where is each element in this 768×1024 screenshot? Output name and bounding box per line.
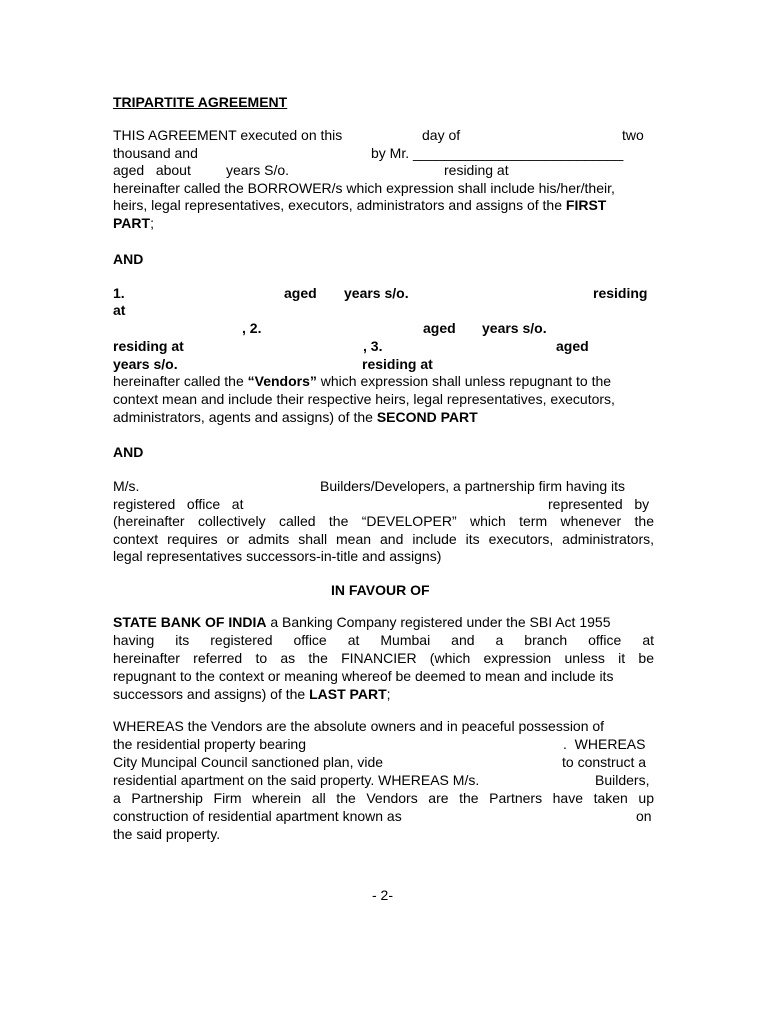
and-separator: AND <box>113 251 144 267</box>
vendor-field-label: at <box>113 302 126 318</box>
intro-text: hereinafter called the BORROWER/s which expression shall include his/her/their, <box>113 180 615 196</box>
financier-text: successors and assigns) of the <box>113 686 310 702</box>
whereas-text: . WHEREAS <box>563 736 646 752</box>
financier-text: a Banking Company registered under the SBI Act 1955 <box>266 614 611 630</box>
developer-text: legal representatives successors-in-title and assigns) <box>113 548 442 564</box>
financier-text: having its registered office at Mumbai and a branch office at <box>113 632 654 648</box>
party-part-label: PART <box>113 215 151 231</box>
bank-name: STATE BANK OF INDIA <box>113 614 267 630</box>
vendor-field-label: residing at <box>362 356 433 372</box>
vendors-term: “Vendors” <box>247 373 317 389</box>
vendor-field-label: residing <box>593 285 648 301</box>
vendor-field-label: aged <box>284 285 317 301</box>
and-separator: AND <box>113 444 144 460</box>
whereas-text: to construct a <box>562 754 647 770</box>
whereas-text: on <box>636 808 652 824</box>
whereas-text: City Muncipal Council sanctioned plan, vide <box>113 754 384 770</box>
intro-text: residing at <box>444 162 509 178</box>
financier-text: repugnant to the context or meaning whereof be deemed to mean and include its <box>113 668 614 684</box>
vendors-text: hereinafter called the <box>113 373 248 389</box>
party-first-label: FIRST <box>565 197 607 213</box>
intro-text: day of <box>422 127 461 143</box>
vendor-field-label: years s/o. <box>482 320 547 336</box>
vendors-text: which expression shall unless repugnant to the <box>316 373 612 389</box>
intro-text: thousand and <box>113 145 198 161</box>
developer-text: represented by <box>548 496 650 512</box>
in-favour-heading: IN FAVOUR OF <box>331 582 430 598</box>
vendor-field-label: years s/o. <box>113 356 178 372</box>
intro-text: THIS AGREEMENT executed on this <box>113 127 343 143</box>
whereas-text: a Partnership Firm wherein all the Vendors are the Partners have taken up <box>113 790 654 806</box>
vendors-text: context mean and include their respective heirs, legal representatives, executors, <box>113 391 615 407</box>
intro-text: two <box>622 127 644 143</box>
intro-text: by Mr. ___________________________ <box>371 145 624 161</box>
financier-line <box>113 686 654 703</box>
financier-text: ; <box>386 686 391 702</box>
vendor-field-label: 1. <box>113 285 125 301</box>
whereas-text: the residential property bearing <box>113 736 307 752</box>
financier-text: hereinafter referred to as the FINANCIER (which expression unless it be <box>113 650 654 666</box>
intro-text: aged about <box>113 162 191 178</box>
page-number: - 2- <box>372 887 393 903</box>
vendors-line <box>113 373 654 390</box>
developer-text: registered office at <box>113 496 244 512</box>
vendor-field-label: residing at <box>113 338 184 354</box>
party-second-label: SECOND PART <box>376 409 478 425</box>
whereas-text: construction of residential apartment known as <box>113 808 402 824</box>
vendor-field-label: years s/o. <box>344 285 409 301</box>
whereas-text: residential apartment on the said property. WHEREAS M/s. <box>113 772 480 788</box>
financier-line <box>113 614 654 631</box>
intro-line <box>113 215 654 232</box>
intro-text: years S/o. <box>226 162 290 178</box>
party-last-label: LAST PART <box>309 686 387 702</box>
developer-text: Builders/Developers, a partnership firm having its <box>320 478 626 494</box>
developer-text: (hereinafter collectively called the “DEVELOPER” which term whenever the <box>113 513 654 529</box>
whereas-text: WHEREAS the Vendors are the absolute owners and in peaceful possession of <box>113 718 605 734</box>
vendor-field-label: aged <box>556 338 589 354</box>
intro-line <box>113 197 654 214</box>
vendors-line <box>113 409 654 426</box>
vendors-text: administrators, agents and assigns) of the <box>113 409 377 425</box>
intro-text: ; <box>150 215 154 231</box>
intro-text: heirs, legal representatives, executors, administrators and assigns of the <box>113 197 566 213</box>
whereas-text: Builders, <box>595 772 650 788</box>
document-title: TRIPARTITE AGREEMENT <box>113 94 288 110</box>
vendor-field-label: aged <box>423 320 456 336</box>
developer-text: M/s. <box>113 478 140 494</box>
vendor-field-label: , 3. <box>363 338 383 354</box>
developer-text: context requires or admits shall mean and include its executors, administrators, <box>113 531 654 547</box>
vendor-field-label: , 2. <box>242 320 262 336</box>
whereas-text: the said property. <box>113 826 221 842</box>
